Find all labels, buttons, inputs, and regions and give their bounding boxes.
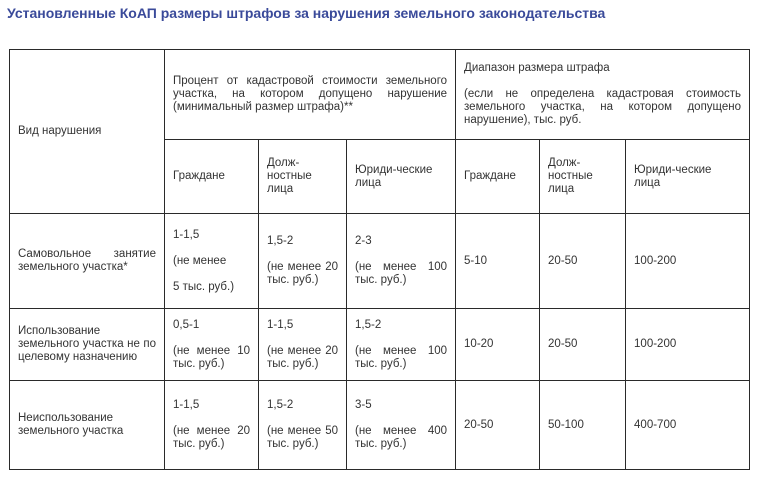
header-percent-group: Процент от кадастровой стоимости земельного участка, на котором допущено нарушение (минимальный размер штрафа)**	[165, 50, 456, 140]
rng-officials-cell: 20-50	[540, 309, 626, 381]
header-pct-citizens: Граждане	[165, 140, 259, 214]
table-row	[10, 309, 750, 381]
rng-citizens-cell: 5-10	[456, 214, 540, 309]
pct-citizens-cell: 0,5-1 (не менее 10 тыс. руб.)	[165, 309, 259, 381]
header-pct-legal: Юриди-ческие лица	[347, 140, 456, 214]
header-row-1	[10, 50, 750, 140]
pct-legal-cell: 2-3 (не менее 100 тыс. руб.)	[347, 214, 456, 309]
header-pct-officials: Долж- ностные лица	[259, 140, 347, 214]
fines-table	[9, 49, 750, 470]
violation-cell: Неиспользование земельного участка	[10, 381, 165, 470]
rng-citizens-cell: 10-20	[456, 309, 540, 381]
page-title: Установленные КоАП размеры штрафов за нарушения земельного законодательства	[7, 5, 606, 21]
header-rng-officials: Долж- ностные лица	[540, 140, 626, 214]
rng-officials-cell: 20-50	[540, 214, 626, 309]
pct-legal-cell: 1,5-2 (не менее 100 тыс. руб.)	[347, 309, 456, 381]
violation-cell: Использование земельного участка не по целевому назначению	[10, 309, 165, 381]
pct-officials-cell: 1,5-2 (не менее 50 тыс. руб.)	[259, 381, 347, 470]
header-rng-citizens: Граждане	[456, 140, 540, 214]
table-row	[10, 381, 750, 470]
header-range-group: Диапазон размера штрафа (если не определена кадастровая стоимость земельного участка, на котором допущено нарушение), тыс. руб.	[456, 50, 750, 140]
rng-officials-cell: 50-100	[540, 381, 626, 470]
pct-citizens-cell: 1-1,5 (не менее 5 тыс. руб.)	[165, 214, 259, 309]
header-violation-type: Вид нарушения	[10, 50, 165, 214]
pct-legal-cell: 3-5 (не менее 400 тыс. руб.)	[347, 381, 456, 470]
pct-citizens-cell: 1-1,5 (не менее 20 тыс. руб.)	[165, 381, 259, 470]
rng-legal-cell: 100-200	[626, 309, 750, 381]
header-rng-legal: Юриди-ческие лица	[626, 140, 750, 214]
pct-officials-cell: 1,5-2 (не менее 20 тыс. руб.)	[259, 214, 347, 309]
rng-legal-cell: 100-200	[626, 214, 750, 309]
violation-cell: Самовольное занятие земельного участка*	[10, 214, 165, 309]
table-row	[10, 214, 750, 309]
pct-officials-cell: 1-1,5 (не менее 20 тыс. руб.)	[259, 309, 347, 381]
rng-citizens-cell: 20-50	[456, 381, 540, 470]
rng-legal-cell: 400-700	[626, 381, 750, 470]
